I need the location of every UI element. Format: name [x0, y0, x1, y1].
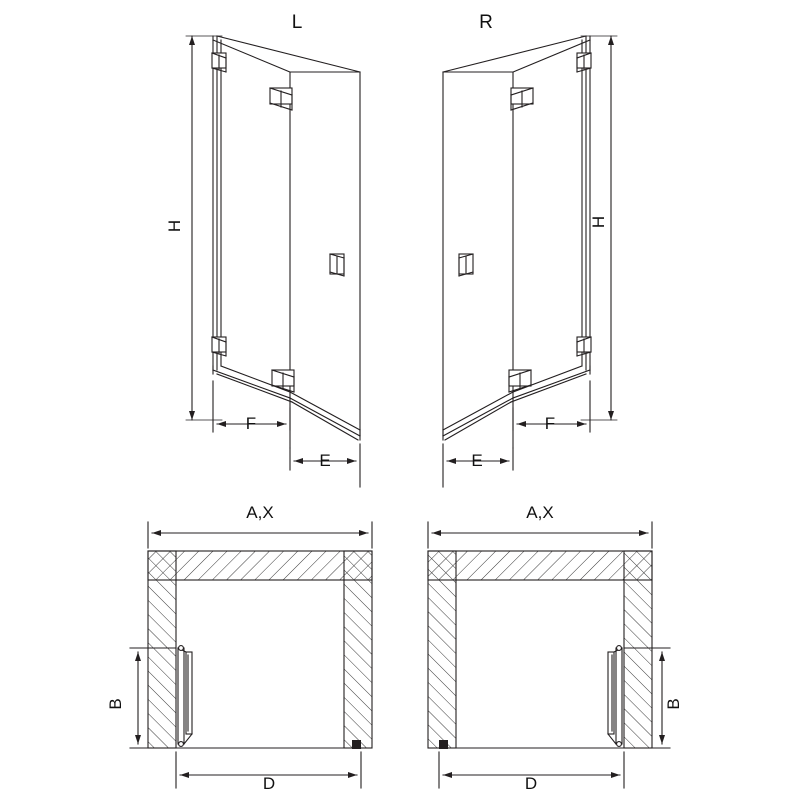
plan-right-bottom-dimension-label: D — [524, 774, 538, 793]
plan-right-door-leaf — [608, 646, 622, 747]
hinge-mid-bottom-right — [509, 370, 531, 392]
hinge-top-right — [577, 53, 591, 72]
plan-left-bottom-dimension-label: D — [262, 774, 276, 793]
panel-label-E-right: E — [471, 451, 483, 470]
hinge-mid-top-right — [511, 88, 533, 110]
variant-label-left: L — [291, 12, 303, 33]
height-label-right: H — [589, 215, 608, 229]
plan-right-view — [428, 522, 670, 788]
dimension-AX-left — [148, 522, 372, 548]
elevation-left-view — [186, 36, 360, 487]
hinge-bottom-left — [212, 337, 226, 356]
panel-label-F-left: F — [245, 414, 257, 433]
plan-left-side-dimension-label: B — [106, 698, 125, 710]
panel-label-F-right: F — [544, 414, 556, 433]
plan-right-top-dimension-label: A,X — [526, 503, 554, 522]
panel-label-E-left: E — [319, 451, 331, 470]
plan-left-view — [130, 522, 372, 788]
plan-left-door-leaf — [178, 646, 192, 747]
handle-left — [330, 254, 344, 276]
variant-label-right: R — [479, 12, 493, 33]
dimension-AX-right — [428, 522, 652, 548]
elevation-right-view — [443, 36, 617, 487]
height-label-left: H — [165, 219, 184, 233]
hinge-bottom-right — [577, 337, 591, 356]
handle-right — [459, 254, 473, 276]
plan-left-top-dimension-label: A,X — [246, 503, 274, 522]
hinge-mid-top-left — [270, 88, 292, 110]
hinge-mid-bottom-left — [272, 370, 294, 392]
plan-right-side-dimension-label: B — [664, 698, 683, 710]
hinge-top-left — [212, 53, 226, 72]
